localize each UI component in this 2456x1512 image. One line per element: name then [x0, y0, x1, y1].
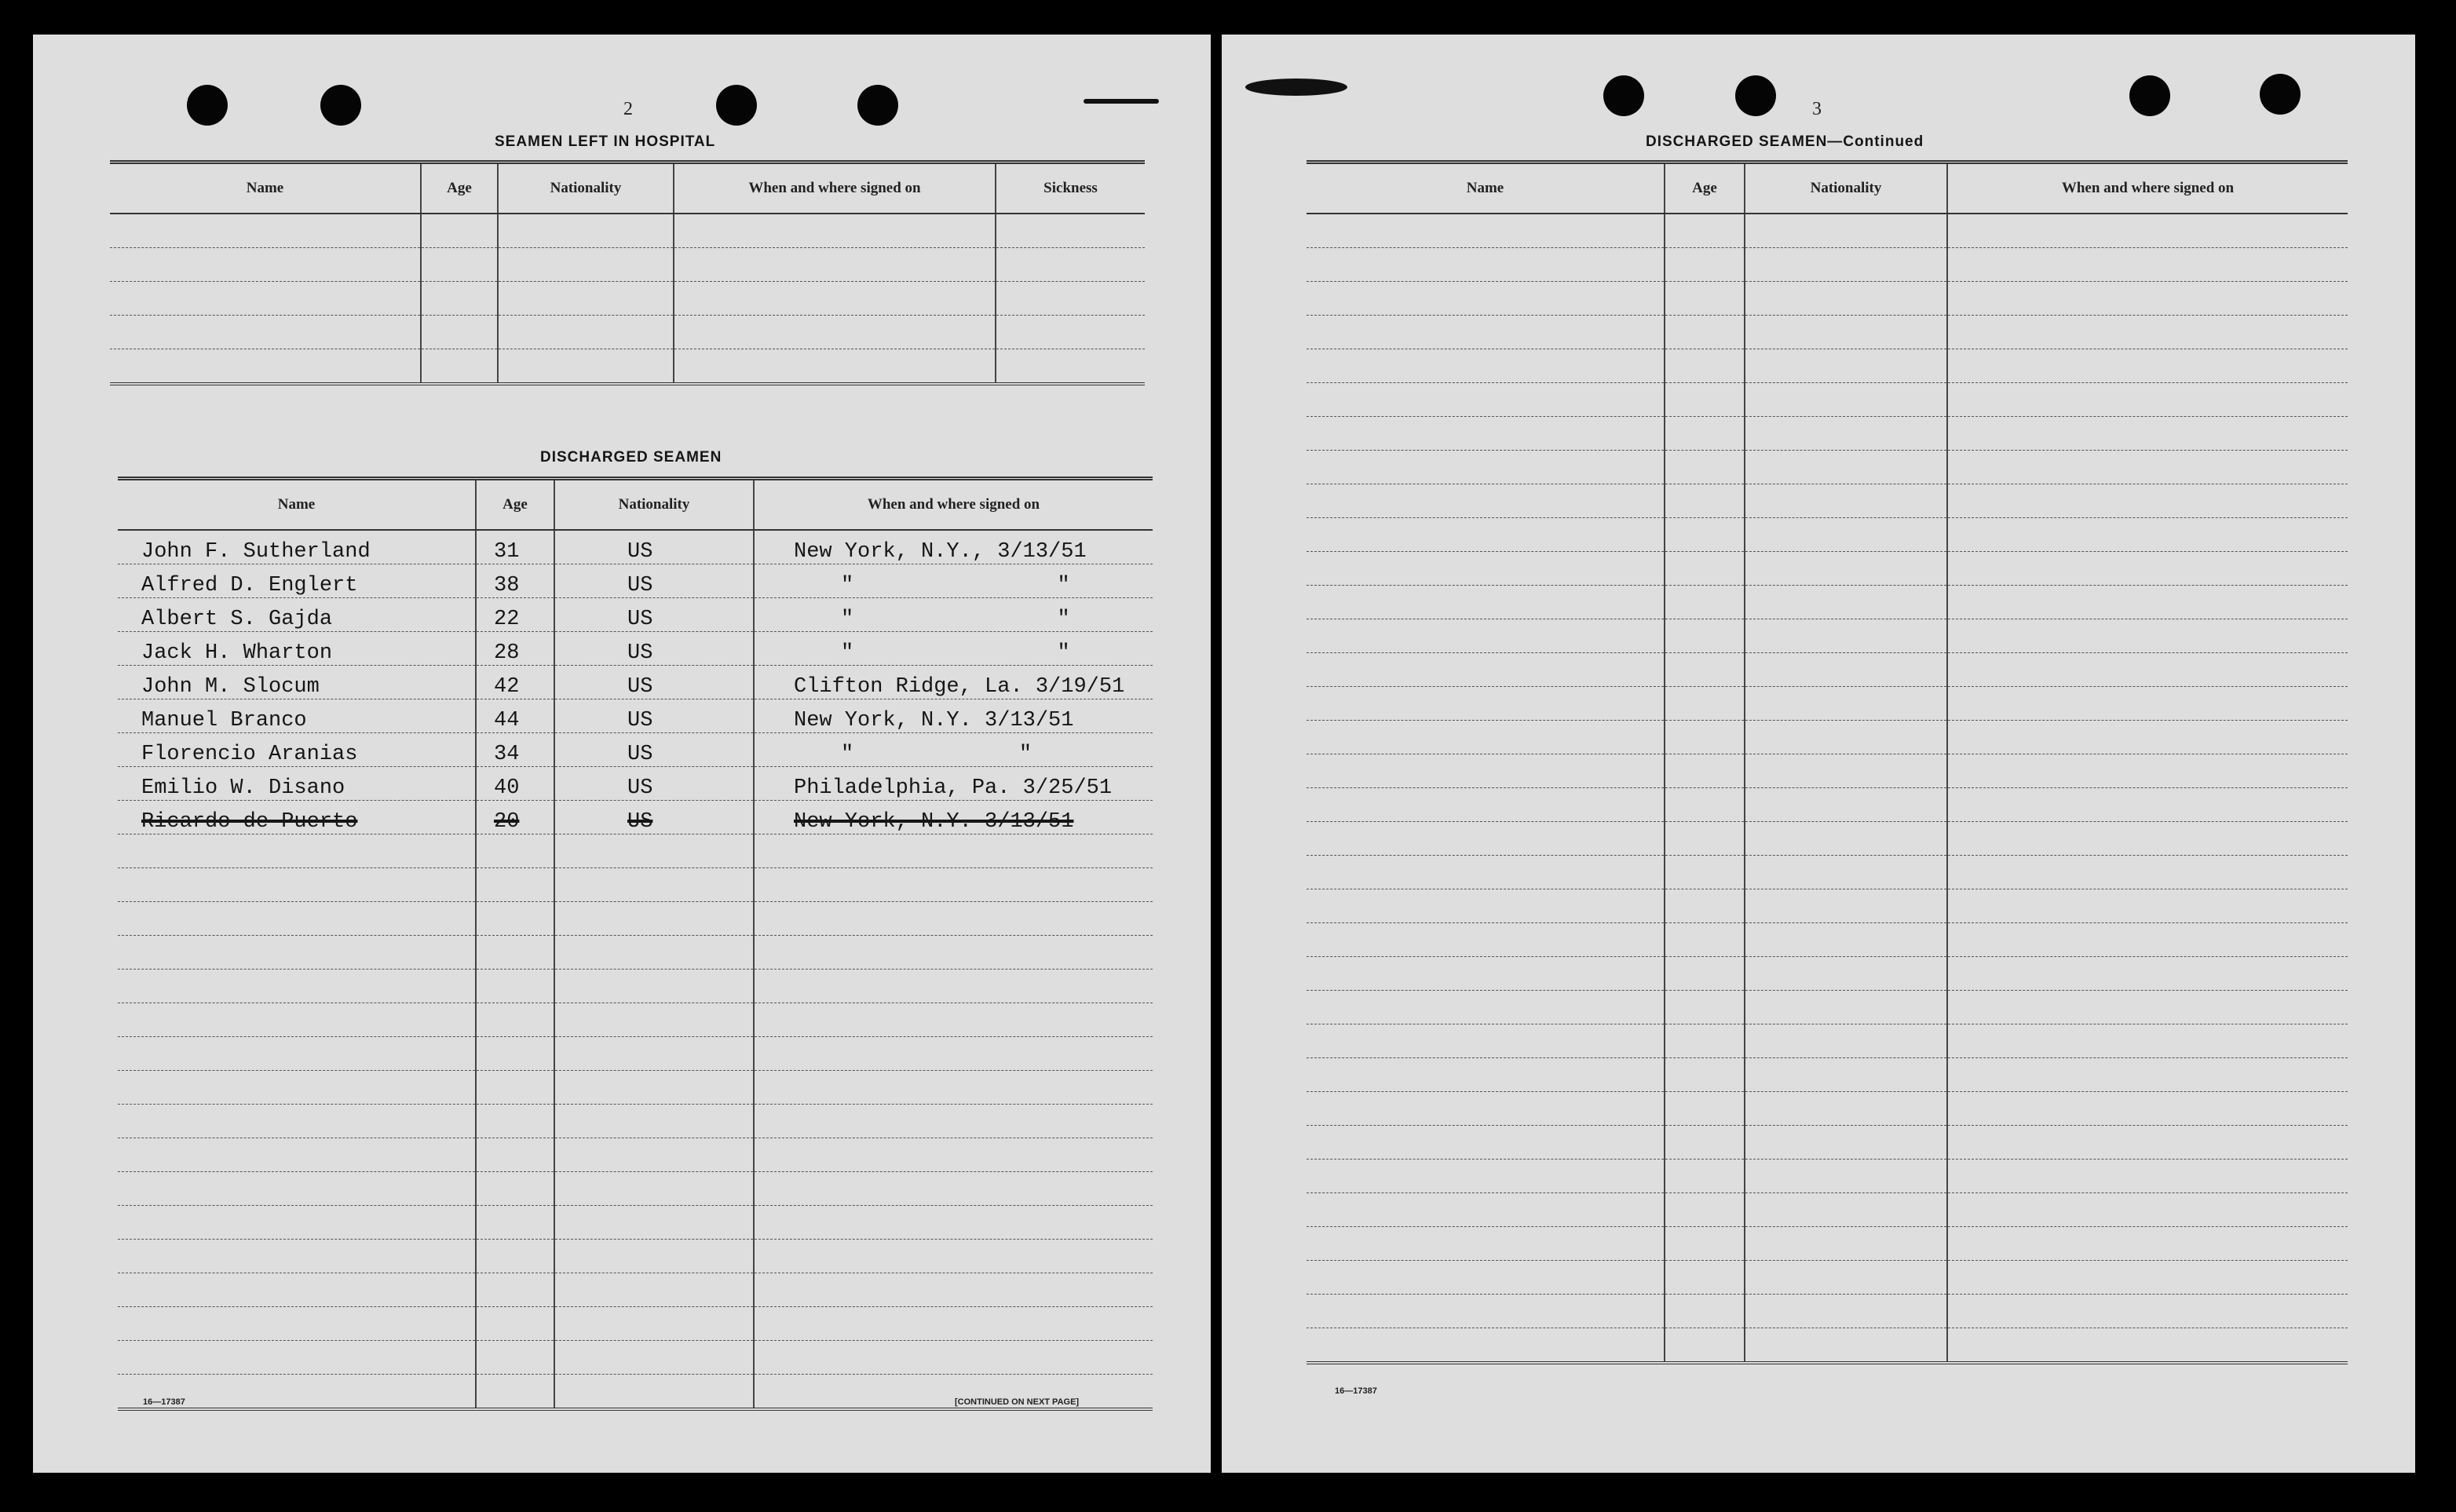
table-row [1307, 349, 2348, 383]
signed-on: New York, N.Y. 3/13/51 [754, 801, 1153, 835]
seaman-name: Manuel Branco [118, 699, 476, 733]
table-row [118, 1206, 1153, 1240]
table-row [118, 1071, 1153, 1105]
table-row [1307, 214, 2348, 248]
signed-on: " " [754, 564, 1153, 598]
table-row [118, 1105, 1153, 1138]
seaman-name: Florencio Aranias [118, 733, 476, 767]
table-row [1307, 889, 2348, 923]
discharged-section-title: DISCHARGED SEAMEN [540, 449, 722, 466]
seaman-age: 42 [476, 666, 554, 699]
table-row [1307, 417, 2348, 451]
table-row [118, 1003, 1153, 1037]
table-row [1307, 619, 2348, 653]
table-row [118, 1341, 1153, 1375]
seaman-name: Albert S. Gajda [118, 598, 476, 632]
table-row [1307, 653, 2348, 687]
seaman-age: 31 [476, 530, 554, 564]
seaman-name: Jack H. Wharton [118, 632, 476, 666]
table-row [1307, 721, 2348, 754]
table-row [1307, 923, 2348, 957]
table-row [118, 632, 1153, 666]
seaman-nationality: US [554, 801, 754, 835]
table-header-row [110, 163, 1145, 214]
ink-smudge [1245, 79, 1347, 96]
table-row [118, 564, 1153, 598]
table-row [118, 1138, 1153, 1172]
table-row [118, 902, 1153, 936]
discharged-table [118, 477, 1153, 1411]
table-row [1307, 552, 2348, 586]
table-row [118, 868, 1153, 902]
table-row-struck [118, 801, 1153, 835]
seaman-nationality: US [554, 767, 754, 801]
table-row [118, 936, 1153, 970]
table-row [1307, 856, 2348, 889]
column-header: Name [118, 479, 476, 531]
table-row [1307, 991, 2348, 1024]
table-row [1307, 1328, 2348, 1364]
column-header: Age [421, 163, 498, 214]
table-row [118, 666, 1153, 699]
table-row [1307, 788, 2348, 822]
table-row [1307, 754, 2348, 788]
signed-on: New York, N.Y., 3/13/51 [754, 530, 1153, 564]
ink-smudge [1084, 99, 1159, 104]
column-header: Nationality [554, 479, 754, 531]
column-header: When and where signed on [674, 163, 996, 214]
signed-on: Clifton Ridge, La. 3/19/51 [754, 666, 1153, 699]
column-header: When and where signed on [754, 479, 1153, 531]
table-row [1307, 1295, 2348, 1328]
table-row [1307, 957, 2348, 991]
column-header: Age [476, 479, 554, 531]
seaman-nationality: US [554, 632, 754, 666]
table-row [118, 970, 1153, 1003]
seaman-age: 28 [476, 632, 554, 666]
table-row [1307, 1193, 2348, 1227]
table-row [118, 733, 1153, 767]
table-row [118, 598, 1153, 632]
seaman-age: 38 [476, 564, 554, 598]
table-row [110, 316, 1145, 349]
signed-on: " " [754, 733, 1153, 767]
table-row [1307, 1058, 2348, 1092]
punch-hole [2129, 75, 2170, 116]
column-header: Sickness [996, 163, 1145, 214]
punch-hole [716, 85, 757, 126]
table-row [1307, 586, 2348, 619]
page-title: DISCHARGED SEAMEN—Continued [1646, 133, 1924, 150]
table-row [1307, 1227, 2348, 1261]
table-row [118, 699, 1153, 733]
table-row [110, 214, 1145, 248]
hospital-table [110, 160, 1145, 385]
table-row [1307, 518, 2348, 552]
table-row [1307, 1160, 2348, 1193]
seaman-name: Emilio W. Disano [118, 767, 476, 801]
seaman-age: 34 [476, 733, 554, 767]
table-header-row [1307, 163, 2348, 214]
table-header-row [118, 479, 1153, 531]
left-page [33, 35, 1211, 1473]
table-row [118, 767, 1153, 801]
table-row [1307, 451, 2348, 484]
signed-on: Philadelphia, Pa. 3/25/51 [754, 767, 1153, 801]
table-row [1307, 484, 2348, 518]
seaman-age: 22 [476, 598, 554, 632]
table-row [1307, 282, 2348, 316]
column-header: When and where signed on [1947, 163, 2348, 214]
table-row [1307, 383, 2348, 417]
table-row [118, 1240, 1153, 1273]
signed-on: " " [754, 598, 1153, 632]
table-row [110, 349, 1145, 385]
table-row [1307, 1126, 2348, 1160]
table-row [1307, 316, 2348, 349]
table-row [1307, 1092, 2348, 1126]
seaman-name: John M. Slocum [118, 666, 476, 699]
form-number: 16—17387 [1335, 1386, 1377, 1396]
punch-hole [1735, 75, 1776, 116]
seaman-age: 20 [476, 801, 554, 835]
continued-note: [CONTINUED ON NEXT PAGE] [955, 1397, 1080, 1407]
seaman-nationality: US [554, 699, 754, 733]
column-header: Age [1665, 163, 1745, 214]
table-row [1307, 248, 2348, 282]
seaman-nationality: US [554, 530, 754, 564]
table-row [118, 1172, 1153, 1206]
seaman-name: Ricardo de Puerto [118, 801, 476, 835]
table-row [110, 248, 1145, 282]
signed-on: New York, N.Y. 3/13/51 [754, 699, 1153, 733]
form-number: 16—17387 [143, 1397, 185, 1407]
punch-hole [1603, 75, 1644, 116]
punch-hole [857, 85, 898, 126]
table-row [118, 835, 1153, 868]
column-header: Name [1307, 163, 1665, 214]
seaman-name: John F. Sutherland [118, 530, 476, 564]
hospital-section-title: SEAMEN LEFT IN HOSPITAL [495, 133, 716, 150]
table-row [1307, 687, 2348, 721]
page-number: 3 [1812, 99, 1822, 119]
seaman-name: Alfred D. Englert [118, 564, 476, 598]
punch-hole [2260, 74, 2301, 115]
column-header: Nationality [498, 163, 674, 214]
seaman-age: 40 [476, 767, 554, 801]
punch-hole [187, 85, 228, 126]
table-row [110, 282, 1145, 316]
signed-on: " " [754, 632, 1153, 666]
punch-hole [320, 85, 361, 126]
seaman-nationality: US [554, 564, 754, 598]
column-header: Nationality [1745, 163, 1947, 214]
page-number: 2 [623, 99, 633, 119]
table-row [118, 1273, 1153, 1307]
seaman-nationality: US [554, 733, 754, 767]
seaman-nationality: US [554, 598, 754, 632]
seaman-nationality: US [554, 666, 754, 699]
seaman-age: 44 [476, 699, 554, 733]
discharged-continued-table [1307, 160, 2348, 1364]
table-row [118, 1307, 1153, 1341]
table-row [118, 530, 1153, 564]
column-header: Name [110, 163, 421, 214]
right-page [1222, 35, 2415, 1473]
table-row [1307, 1261, 2348, 1295]
table-row [1307, 1024, 2348, 1058]
table-row [1307, 822, 2348, 856]
table-row [118, 1037, 1153, 1071]
